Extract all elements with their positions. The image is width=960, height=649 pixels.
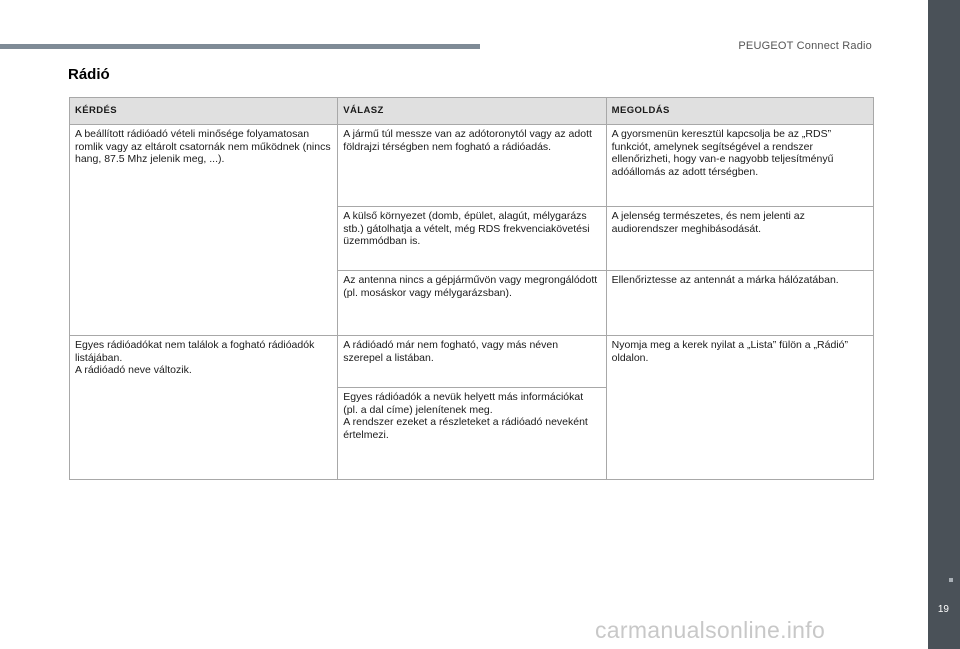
watermark: carmanualsonline.info [595,617,826,643]
table-row [70,125,874,207]
table-header-row [70,98,874,125]
faq-table [69,97,874,480]
sidebar-strip [928,0,960,649]
answer-cell: A jármű túl messze van az adótoronytól vagy az adott földrajzi térségben nem fogható a rádióadás. [338,125,606,207]
answer-cell: Az antenna nincs a gépjárművön vagy megrongálódott (pl. mosáskor vagy mélygarázsban). [338,271,606,336]
answer-cell: A külső környezet (domb, épület, alagút, mélygarázs stb.) gátolhatja a vételt, még RDS frekvenciakövetési üzemmódban is. [338,207,606,271]
brand-title: PEUGEOT Connect Radio [738,40,872,52]
page-title: Rádió [68,66,110,83]
solution-cell: A gyorsmenün keresztül kapcsolja be az „RDS” funkciót, amelynek segítségével a rendszer ellenőrizheti, hogy van-e nagyobb teljesítményű adóállomás az adott térségben. [606,125,873,207]
header-solution: MEGOLDÁS [606,98,873,125]
page-number: 19 [937,604,949,615]
question-cell: Egyes rádióadókat nem találok a fogható rádióadók listájában. A rádióadó neve változik. [70,336,338,480]
header-rule [0,44,480,49]
page-marker-icon [949,578,953,582]
header-answer: VÁLASZ [338,98,606,125]
solution-cell: Nyomja meg a kerek nyilat a „Lista” fülön a „Rádió” oldalon. [606,336,873,480]
solution-cell: A jelenség természetes, és nem jelenti az audiorendszer meghibásodását. [606,207,873,271]
question-cell: A beállított rádióadó vételi minősége folyamatosan romlik vagy az eltárolt csatornák nem működnek (nincs hang, 87.5 Mhz jelenik meg, ...). [70,125,338,336]
solution-cell: Ellenőriztesse az antennát a márka hálózatában. [606,271,873,336]
header-question: KÉRDÉS [70,98,338,125]
table-row [70,336,874,388]
answer-cell: A rádióadó már nem fogható, vagy más néven szerepel a listában. [338,336,606,388]
answer-cell: Egyes rádióadók a nevük helyett más információkat (pl. a dal címe) jelenítenek meg. A rendszer ezeket a részleteket a rádióadó neveként értelmezi. [338,388,606,480]
